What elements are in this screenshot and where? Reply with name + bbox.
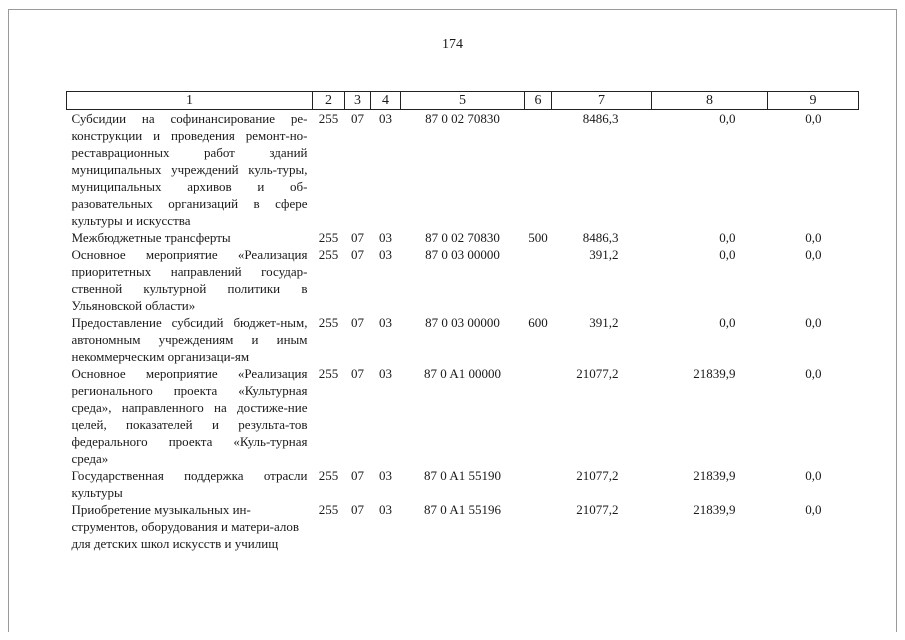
- cell-amount-9: 0,0: [805, 111, 822, 126]
- cell-amount-8: 0,0: [719, 111, 736, 126]
- cell-target-article: 87 0 A1 55190: [424, 468, 501, 483]
- cell-ministry: 255: [318, 502, 339, 517]
- cell-section: 07: [351, 111, 364, 126]
- table-row: [67, 229, 859, 246]
- page-border-right: [896, 9, 897, 632]
- column-header: 9: [768, 92, 859, 110]
- cell-amount-7: 8486,3: [582, 230, 619, 245]
- cell-amount-8: 21839,9: [693, 502, 736, 517]
- column-header: 6: [525, 92, 552, 110]
- cell-amount-7: 391,2: [589, 247, 619, 262]
- cell-ministry: 255: [318, 111, 339, 126]
- cell-expense-type: [525, 365, 552, 467]
- table-row: [67, 365, 859, 467]
- cell-subsection: 03: [379, 111, 392, 126]
- cell-amount-8: 21839,9: [693, 366, 736, 381]
- cell-target-article: 87 0 02 70830: [425, 111, 500, 126]
- column-header: 8: [652, 92, 768, 110]
- row-name: Основное мероприятие «Реализация приоритетных направлений государ-ственной культурной политики в Ульяновской области»: [71, 247, 308, 313]
- column-header: 7: [552, 92, 652, 110]
- cell-amount-9: 0,0: [805, 315, 822, 330]
- cell-amount-9: 0,0: [805, 502, 822, 517]
- cell-ministry: 255: [318, 230, 339, 245]
- cell-subsection: 03: [379, 247, 392, 262]
- cell-subsection: 03: [379, 366, 392, 381]
- table-header-row: [67, 92, 859, 110]
- table-row: [67, 314, 859, 365]
- cell-expense-type: [525, 110, 552, 230]
- cell-subsection: 03: [379, 315, 392, 330]
- cell-amount-8: 0,0: [719, 230, 736, 245]
- budget-table: [66, 91, 859, 552]
- page-number: 174: [442, 37, 463, 52]
- cell-target-article: 87 0 03 00000: [425, 315, 500, 330]
- cell-section: 07: [351, 468, 364, 483]
- column-header: 4: [371, 92, 401, 110]
- cell-expense-type: 500: [528, 230, 548, 245]
- page-border-left: [8, 9, 9, 632]
- cell-amount-7: 21077,2: [576, 502, 619, 517]
- cell-amount-8: 0,0: [719, 247, 736, 262]
- column-header: 5: [401, 92, 525, 110]
- cell-expense-type: [525, 501, 552, 552]
- cell-amount-8: 0,0: [719, 315, 736, 330]
- column-header: 3: [345, 92, 371, 110]
- cell-subsection: 03: [379, 502, 392, 517]
- cell-expense-type: [525, 246, 552, 314]
- cell-target-article: 87 0 03 00000: [425, 247, 500, 262]
- row-name: Приобретение музыкальных ин-струментов, оборудования и матери-алов для детских школ искусств и училищ: [71, 502, 300, 551]
- cell-amount-7: 21077,2: [576, 468, 619, 483]
- cell-amount-9: 0,0: [805, 247, 822, 262]
- cell-expense-type: 600: [528, 315, 548, 330]
- cell-amount-9: 0,0: [805, 366, 822, 381]
- cell-ministry: 255: [318, 315, 339, 330]
- cell-subsection: 03: [379, 468, 392, 483]
- cell-section: 07: [351, 315, 364, 330]
- cell-section: 07: [351, 230, 364, 245]
- row-name: Основное мероприятие «Реализация регионального проекта «Культурная среда», направленного на достиже-ние целей, показателей и результа-тов федерального проекта «Куль-турная среда»: [71, 366, 308, 466]
- cell-expense-type: [525, 467, 552, 501]
- cell-amount-9: 0,0: [805, 468, 822, 483]
- cell-section: 07: [351, 502, 364, 517]
- column-header: 1: [67, 92, 313, 110]
- row-name: Межбюджетные трансферты: [71, 230, 231, 245]
- row-name: Субсидии на софинансирование ре-конструкции и проведения ремонт-но-реставрационных работ зданий муниципальных учреждений куль-туры, муниципальных архивов и об-разовательных организаций в сфере культуры и искусства: [71, 111, 308, 228]
- cell-section: 07: [351, 366, 364, 381]
- cell-ministry: 255: [318, 366, 339, 381]
- row-name: Предоставление субсидий бюджет-ным, автономным учреждениям и иным некоммерческим организаци-ям: [71, 315, 308, 364]
- cell-amount-9: 0,0: [805, 230, 822, 245]
- column-header: 2: [313, 92, 345, 110]
- row-name: Государственная поддержка отрасли культуры: [71, 468, 308, 500]
- table-row: [67, 501, 859, 552]
- cell-section: 07: [351, 247, 364, 262]
- table-row: [67, 467, 859, 501]
- cell-ministry: 255: [318, 468, 339, 483]
- cell-amount-7: 21077,2: [576, 366, 619, 381]
- cell-ministry: 255: [318, 247, 339, 262]
- table-row: [67, 246, 859, 314]
- cell-amount-8: 21839,9: [693, 468, 736, 483]
- table-row: [67, 110, 859, 230]
- page-border-top: [8, 9, 897, 10]
- cell-target-article: 87 0 02 70830: [425, 230, 500, 245]
- cell-target-article: 87 0 A1 00000: [424, 366, 501, 381]
- cell-amount-7: 391,2: [589, 315, 619, 330]
- cell-amount-7: 8486,3: [582, 111, 619, 126]
- cell-subsection: 03: [379, 230, 392, 245]
- cell-target-article: 87 0 A1 55196: [424, 502, 501, 517]
